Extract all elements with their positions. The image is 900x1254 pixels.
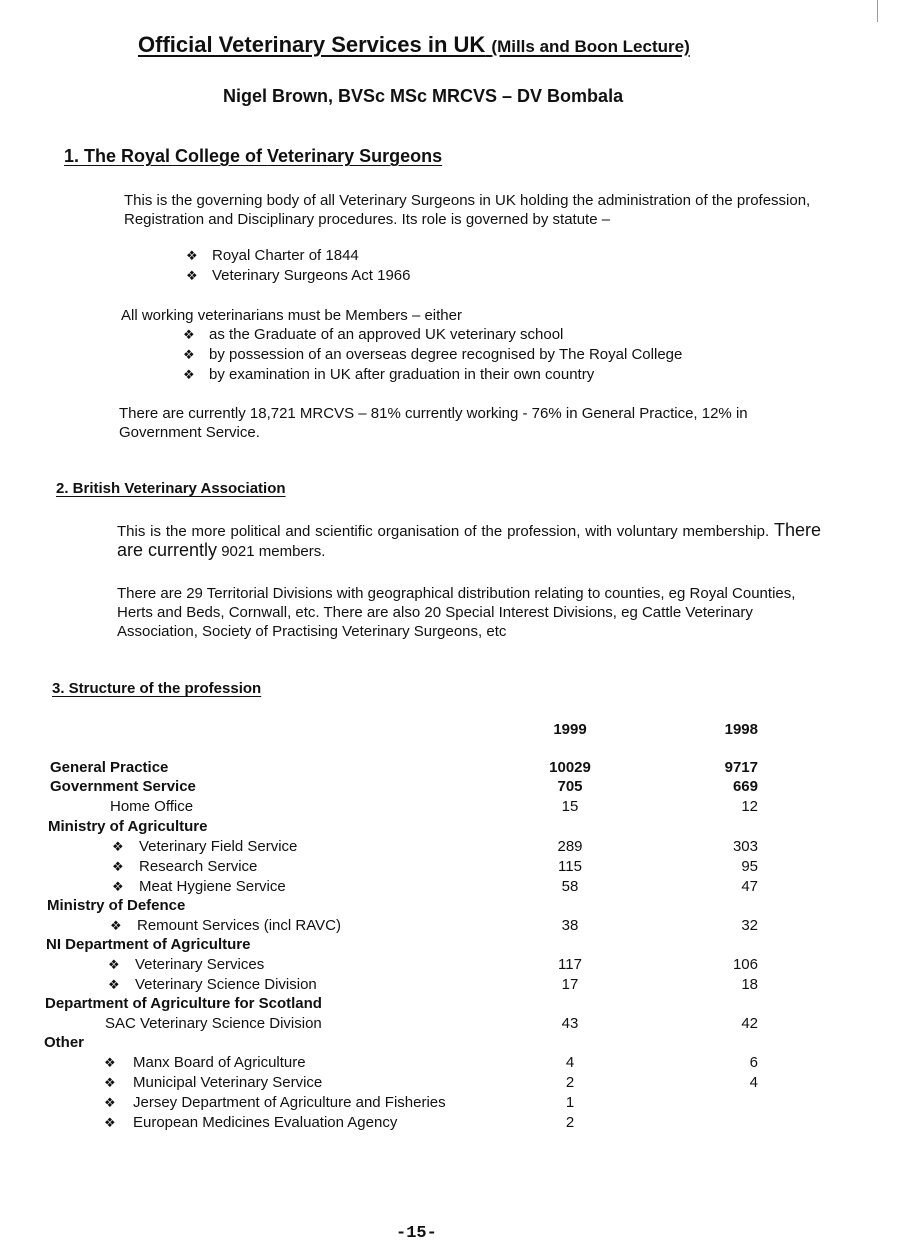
table-row: Other [44, 1034, 85, 1051]
table-header-row [0, 721, 900, 741]
table-row: NI Department of Agriculture [46, 936, 251, 953]
list-item: ❖ Royal Charter of 1844 [186, 247, 359, 264]
list-item: ❖ Veterinary Surgeons Act 1966 [186, 267, 411, 284]
table-row: ❖ Veterinary Services 117 106 [108, 956, 758, 973]
mrcvs-statistics: There are currently 18,721 MRCVS – 81% currently working - 76% in General Practice, 12% in Government Service. [119, 405, 748, 441]
four-diamond-bullet-icon: ❖ [104, 1095, 116, 1110]
four-diamond-bullet-icon: ❖ [104, 1055, 116, 1070]
membership-intro: All working veterinarians must be Members – either [121, 307, 462, 324]
table-row: ❖ Veterinary Science Division 17 18 [108, 976, 758, 993]
section3-heading: 3. Structure of the profession [52, 680, 262, 697]
four-diamond-bullet-icon: ❖ [183, 367, 195, 382]
table-row: ❖ Jersey Department of Agriculture and Fisheries 1 [104, 1094, 575, 1111]
section2-heading: 2. British Veterinary Association [56, 480, 286, 497]
table-row: ❖ Veterinary Field Service 289 303 [112, 838, 758, 855]
table-row: ❖ Remount Services (incl RAVC) 38 32 [110, 917, 758, 934]
author-line: Nigel Brown, BVSc MSc MRCVS – DV Bombala [223, 86, 624, 106]
table-row: ❖ Municipal Veterinary Service 2 4 [104, 1074, 758, 1091]
title-main: Official Veterinary Services in UK [138, 32, 486, 57]
table-row: Government Service 705 669 [50, 778, 758, 795]
four-diamond-bullet-icon: ❖ [110, 918, 122, 933]
list-item: ❖ by examination in UK after graduation in their own country [183, 366, 595, 383]
four-diamond-bullet-icon: ❖ [112, 839, 124, 854]
document-title [138, 32, 690, 58]
table-row: General Practice 10029 9717 [50, 759, 758, 776]
table-row: ❖ European Medicines Evaluation Agency 2 [104, 1114, 575, 1131]
table-row: ❖ Research Service 115 95 [112, 858, 758, 875]
section1-intro: This is the governing body of all Veterinary Surgeons in UK holding the administration of the profession, Registration and Disciplinary procedures. Its role is governed by statute – [124, 192, 811, 228]
title-subtitle: (Mills and Boon Lecture) [491, 37, 690, 56]
list-item: ❖ by possession of an overseas degree recognised by The Royal College [183, 346, 683, 363]
table-row: ❖ Meat Hygiene Service 58 47 [112, 878, 758, 895]
table-row: Home Office 15 12 [110, 798, 758, 815]
section2-para1: This is the more political and scientific organisation of the profession, with voluntary membership. There are currently 9021 members. [117, 520, 821, 560]
four-diamond-bullet-icon: ❖ [104, 1115, 116, 1130]
column-header-1998: 1998 [724, 721, 758, 738]
four-diamond-bullet-icon: ❖ [186, 268, 198, 283]
four-diamond-bullet-icon: ❖ [186, 248, 198, 263]
section2-para2: There are 29 Territorial Divisions with geographical distribution relating to counties, eg Royal Counties, Herts and Beds, Cornwall, etc. There are also 20 Special Interest Divisions, eg Cattle Veterinary Association, Society of Practising Veterinary Surgeons, etc [117, 585, 796, 640]
four-diamond-bullet-icon: ❖ [112, 859, 124, 874]
four-diamond-bullet-icon: ❖ [112, 879, 124, 894]
table-row: SAC Veterinary Science Division 43 42 [105, 1015, 758, 1032]
four-diamond-bullet-icon: ❖ [104, 1075, 116, 1090]
table-row: Department of Agriculture for Scotland [45, 995, 322, 1012]
four-diamond-bullet-icon: ❖ [183, 347, 195, 362]
column-header-1999: 1999 [553, 721, 587, 738]
table-row: Ministry of Agriculture [48, 818, 208, 835]
four-diamond-bullet-icon: ❖ [183, 327, 195, 342]
table-row: ❖ Manx Board of Agriculture 4 6 [104, 1054, 758, 1071]
scan-edge-mark [877, 0, 878, 22]
four-diamond-bullet-icon: ❖ [108, 957, 120, 972]
list-item: ❖ as the Graduate of an approved UK veterinary school [183, 326, 564, 343]
page-number: -15- [396, 1224, 437, 1243]
section1-heading: 1. The Royal College of Veterinary Surgeons [64, 146, 443, 166]
four-diamond-bullet-icon: ❖ [108, 977, 120, 992]
table-row: Ministry of Defence [47, 897, 186, 914]
